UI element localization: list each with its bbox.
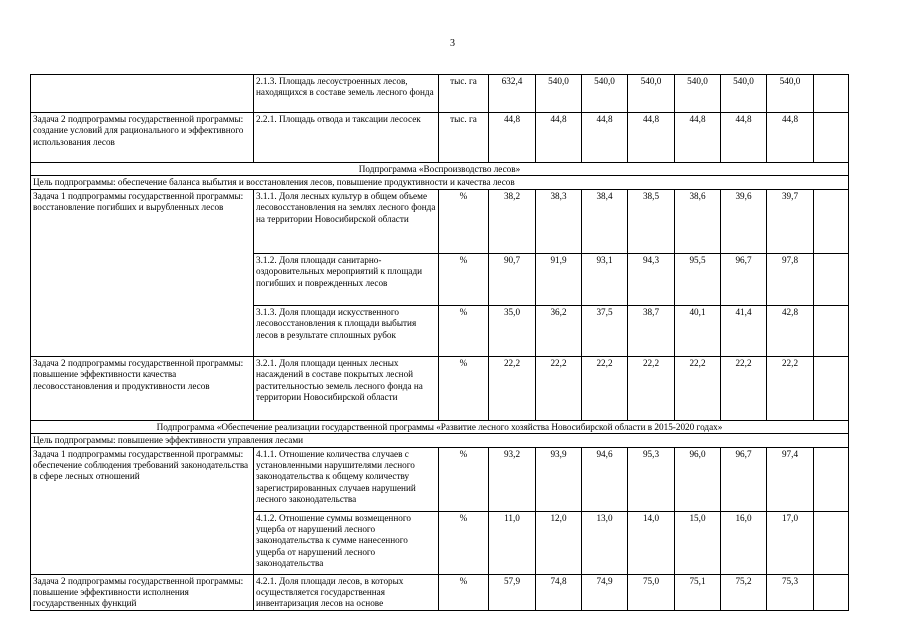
value-cell: 96,7 xyxy=(721,253,767,305)
section-row xyxy=(31,434,849,447)
value-cell: 35,0 xyxy=(489,305,536,356)
value-cell: 90,7 xyxy=(489,253,536,305)
task-cell xyxy=(31,75,254,113)
value-cell: 44,8 xyxy=(489,113,536,163)
task-cell: Задача 1 подпрограммы государственной программы: обеспечение соблюдения требований законодательства в сфере лесных отношений xyxy=(31,447,254,574)
subprogram-goal: Цель подпрограммы: обеспечение баланса выбытия и восстановления лесов, повышение продуктивности и качества лесов xyxy=(31,176,849,189)
value-cell: 540,0 xyxy=(628,75,675,113)
value-cell: 22,2 xyxy=(767,356,814,420)
value-cell: 40,1 xyxy=(675,305,721,356)
value-cell: 22,2 xyxy=(675,356,721,420)
value-cell: 44,8 xyxy=(675,113,721,163)
unit-cell: % xyxy=(439,511,489,574)
value-cell: 97,4 xyxy=(767,447,814,511)
value-cell: 74,8 xyxy=(536,574,582,610)
page-number: 3 xyxy=(450,38,455,49)
value-cell: 39,7 xyxy=(767,189,814,253)
indicator-cell: 3.2.1. Доля площади ценных лесных насаждений в составе покрытых лесной растительностью земель лесного фонда на территории Новосибирской области xyxy=(254,356,439,420)
value-cell: 44,8 xyxy=(582,113,628,163)
table-row xyxy=(31,447,849,511)
indicator-cell: 4.2.1. Доля площади лесов, в которых осуществляется государственная инвентаризация лесов на основе xyxy=(254,574,439,610)
empty-cell xyxy=(814,447,849,511)
indicator-cell: 2.2.1. Площадь отвода и таксации лесосек xyxy=(254,113,439,163)
table-row xyxy=(31,75,849,113)
value-cell: 36,2 xyxy=(536,305,582,356)
empty-cell xyxy=(814,574,849,610)
unit-cell: % xyxy=(439,447,489,511)
task-cell: Задача 2 подпрограммы государственной программы: повышение эффективности качества лесовосстановления и продуктивности лесов xyxy=(31,356,254,420)
unit-cell: % xyxy=(439,574,489,610)
value-cell: 38,6 xyxy=(675,189,721,253)
value-cell: 75,3 xyxy=(767,574,814,610)
value-cell: 97,8 xyxy=(767,253,814,305)
value-cell: 94,3 xyxy=(628,253,675,305)
value-cell: 75,1 xyxy=(675,574,721,610)
indicator-cell: 3.1.3. Доля площади искусственного лесовосстановления к площади выбытия лесов в результате сплошных рубок xyxy=(254,305,439,356)
section-row xyxy=(31,176,849,189)
unit-cell: % xyxy=(439,356,489,420)
value-cell: 95,5 xyxy=(675,253,721,305)
value-cell: 11,0 xyxy=(489,511,536,574)
value-cell: 17,0 xyxy=(767,511,814,574)
value-cell: 12,0 xyxy=(536,511,582,574)
value-cell: 93,1 xyxy=(582,253,628,305)
value-cell: 44,8 xyxy=(628,113,675,163)
empty-cell xyxy=(814,113,849,163)
indicator-cell: 2.1.3. Площадь лесоустроенных лесов, находящихся в составе земель лесного фонда xyxy=(254,75,439,113)
empty-cell xyxy=(814,511,849,574)
value-cell: 22,2 xyxy=(628,356,675,420)
value-cell: 44,8 xyxy=(767,113,814,163)
value-cell: 16,0 xyxy=(721,511,767,574)
value-cell: 38,5 xyxy=(628,189,675,253)
value-cell: 95,3 xyxy=(628,447,675,511)
task-cell: Задача 2 подпрограммы государственной программы: создание условий для рационального и эффективного использования лесов xyxy=(31,113,254,163)
value-cell: 540,0 xyxy=(582,75,628,113)
value-cell: 93,2 xyxy=(489,447,536,511)
value-cell: 38,4 xyxy=(582,189,628,253)
value-cell: 22,2 xyxy=(489,356,536,420)
section-row xyxy=(31,420,849,433)
value-cell: 38,2 xyxy=(489,189,536,253)
table-row xyxy=(31,113,849,163)
unit-cell: тыс. га xyxy=(439,113,489,163)
value-cell: 93,9 xyxy=(536,447,582,511)
value-cell: 38,3 xyxy=(536,189,582,253)
table-row xyxy=(31,356,849,420)
value-cell: 75,2 xyxy=(721,574,767,610)
indicator-cell: 4.1.1. Отношение количества случаев с установленными нарушителями лесного законодательства к общему количеству зарегистрированных случаев нарушений лесного законодательства xyxy=(254,447,439,511)
value-cell: 540,0 xyxy=(536,75,582,113)
value-cell: 74,9 xyxy=(582,574,628,610)
empty-cell xyxy=(814,189,849,253)
unit-cell: % xyxy=(439,305,489,356)
indicator-cell: 4.1.2. Отношение суммы возмещенного ущерба от нарушений лесного законодательства к сумме нанесенного ущерба от нарушений лесного законодательства xyxy=(254,511,439,574)
value-cell: 540,0 xyxy=(721,75,767,113)
value-cell: 38,7 xyxy=(628,305,675,356)
empty-cell xyxy=(814,75,849,113)
value-cell: 632,4 xyxy=(489,75,536,113)
value-cell: 540,0 xyxy=(675,75,721,113)
unit-cell: % xyxy=(439,253,489,305)
value-cell: 22,2 xyxy=(721,356,767,420)
value-cell: 44,8 xyxy=(721,113,767,163)
indicator-cell: 3.1.1. Доля лесных культур в общем объеме лесовосстановления на землях лесного фонда на территории Новосибирской области xyxy=(254,189,439,253)
value-cell: 14,0 xyxy=(628,511,675,574)
value-cell: 22,2 xyxy=(582,356,628,420)
table-row xyxy=(31,189,849,253)
unit-cell: тыс. га xyxy=(439,75,489,113)
value-cell: 57,9 xyxy=(489,574,536,610)
task-cell: Задача 1 подпрограммы государственной программы: восстановление погибших и вырубленных лесов xyxy=(31,189,254,356)
indicator-cell: 3.1.2. Доля площади санитарно-оздоровительных мероприятий к площади погибших и поврежденных лесов xyxy=(254,253,439,305)
value-cell: 540,0 xyxy=(767,75,814,113)
value-cell: 15,0 xyxy=(675,511,721,574)
empty-cell xyxy=(814,253,849,305)
value-cell: 96,7 xyxy=(721,447,767,511)
value-cell: 13,0 xyxy=(582,511,628,574)
table-row xyxy=(31,574,849,610)
task-cell: Задача 2 подпрограммы государственной программы: повышение эффективности исполнения государственных функций xyxy=(31,574,254,610)
value-cell: 41,4 xyxy=(721,305,767,356)
unit-cell: % xyxy=(439,189,489,253)
subprogram-heading: Подпрограмма «Обеспечение реализации государственной программы «Развитие лесного хозяйства Новосибирской области в 2015-2020 годах» xyxy=(31,420,849,433)
empty-cell xyxy=(814,356,849,420)
value-cell: 44,8 xyxy=(536,113,582,163)
value-cell: 75,0 xyxy=(628,574,675,610)
value-cell: 37,5 xyxy=(582,305,628,356)
value-cell: 91,9 xyxy=(536,253,582,305)
subprogram-heading: Подпрограмма «Воспроизводство лесов» xyxy=(31,163,849,176)
value-cell: 39,6 xyxy=(721,189,767,253)
empty-cell xyxy=(814,305,849,356)
value-cell: 22,2 xyxy=(536,356,582,420)
section-row xyxy=(31,163,849,176)
value-cell: 42,8 xyxy=(767,305,814,356)
value-cell: 96,0 xyxy=(675,447,721,511)
indicators-table xyxy=(30,74,849,611)
value-cell: 94,6 xyxy=(582,447,628,511)
subprogram-goal: Цель подпрограммы: повышение эффективности управления лесами xyxy=(31,434,849,447)
